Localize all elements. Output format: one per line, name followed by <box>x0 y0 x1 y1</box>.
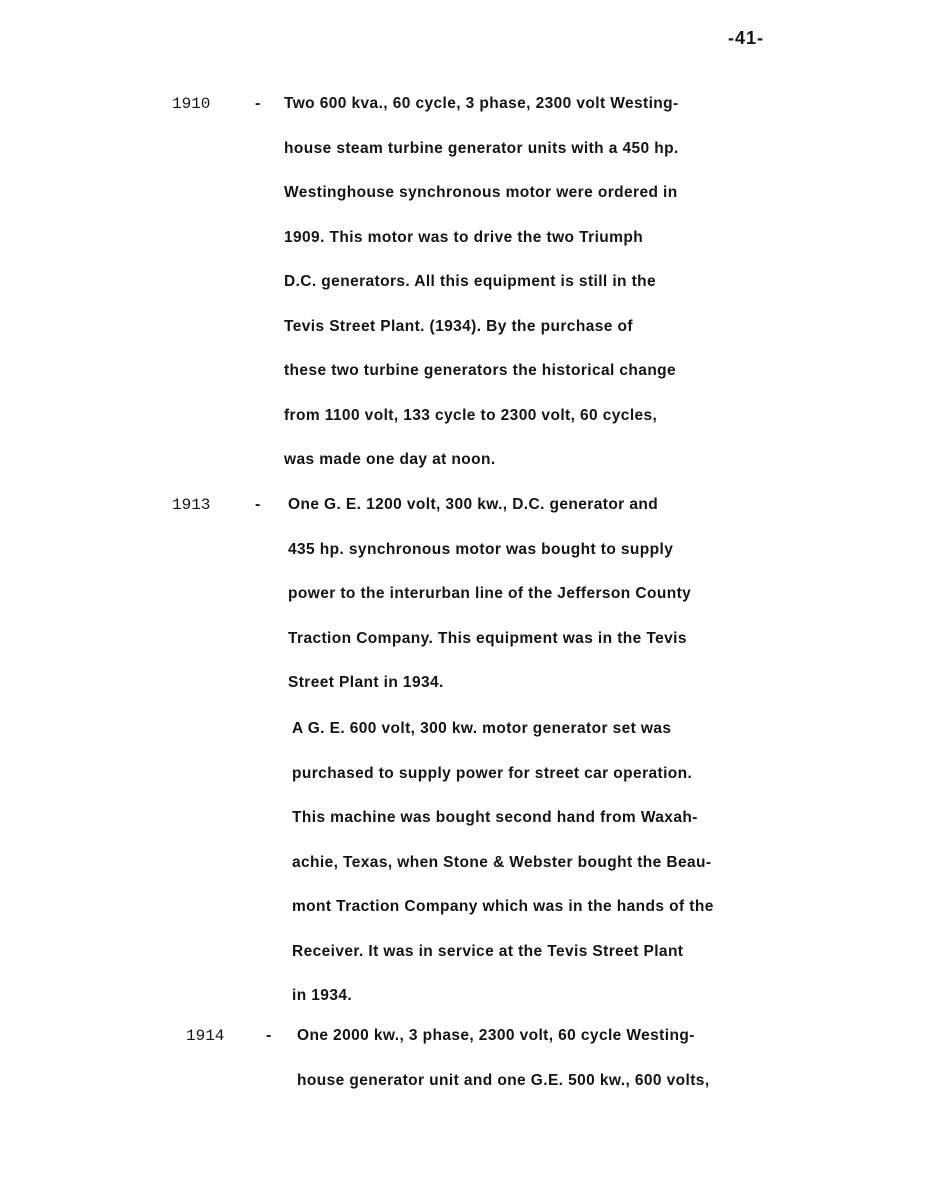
entry-text <box>284 82 679 483</box>
text-line: One G. E. 1200 volt, 300 kw., D.C. generator and <box>288 496 659 513</box>
text-line: house steam turbine generator units with a 450 hp. <box>284 139 679 157</box>
entry-dash: - <box>266 1027 272 1044</box>
text-line: A G. E. 600 volt, 300 kw. motor generator set was <box>292 720 672 737</box>
text-line: from 1100 volt, 133 cycle to 2300 volt, 60 cycles, <box>284 406 658 424</box>
text-line: Street Plant in 1934. <box>288 674 444 691</box>
text-line: This machine was bought second hand from Waxah- <box>292 809 698 826</box>
text-line: mont Traction Company which was in the hands of the <box>292 898 714 915</box>
text-line: these two turbine generators the historical change <box>284 362 677 379</box>
entry-text-continued <box>292 707 714 1019</box>
page-number: -41- <box>728 28 765 48</box>
text-line: achie, Texas, when Stone & Webster bought the Beau- <box>292 853 712 871</box>
text-line: Westinghouse synchronous motor were ordered in <box>284 184 678 201</box>
text-line: house generator unit and one G.E. 500 kw., 600 volts, <box>297 1071 710 1089</box>
text-line: 435 hp. synchronous motor was bought to supply <box>288 540 674 558</box>
text-line: purchased to supply power for street car operation. <box>292 764 693 782</box>
text-line: was made one day at noon. <box>284 451 496 468</box>
text-line: 1909. This motor was to drive the two Triumph <box>284 228 644 246</box>
text-line: Traction Company. This equipment was in the Tevis <box>288 629 687 647</box>
entry-year: 1913 <box>172 496 211 514</box>
text-line: One 2000 kw., 3 phase, 2300 volt, 60 cycle Westing- <box>297 1027 695 1044</box>
entry-text <box>288 483 691 706</box>
text-line: D.C. generators. All this equipment is still in the <box>284 273 657 290</box>
entry-dash: - <box>255 496 261 513</box>
text-line: Receiver. It was in service at the Tevis Street Plant <box>292 942 684 960</box>
entry-dash: - <box>255 95 261 112</box>
entry-year: 1910 <box>172 95 211 113</box>
text-line: Tevis Street Plant. (1934). By the purchase of <box>284 317 633 335</box>
entry-text <box>297 1014 710 1103</box>
text-line: in 1934. <box>292 987 353 1004</box>
text-line: Two 600 kva., 60 cycle, 3 phase, 2300 volt Westing- <box>284 95 679 112</box>
entry-year: 1914 <box>186 1027 225 1045</box>
text-line: power to the interurban line of the Jefferson County <box>288 585 692 602</box>
